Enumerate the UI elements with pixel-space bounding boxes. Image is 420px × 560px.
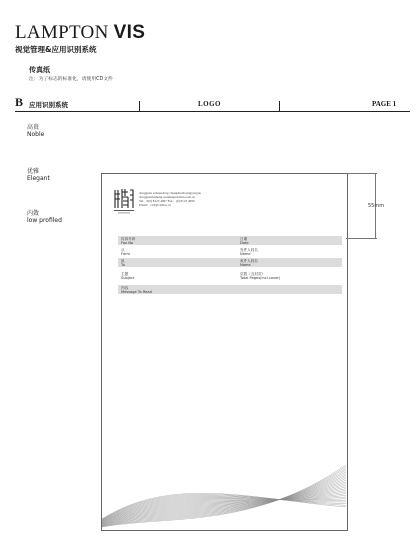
field-label-zh: 发件人姓名 — [240, 248, 258, 252]
field-label-en: Total Pages(incl.cover) — [240, 276, 281, 281]
bar-divider — [139, 101, 140, 111]
wave-line — [102, 475, 346, 525]
keyword-zh: 高贵 — [27, 124, 40, 131]
brand-title — [15, 22, 145, 44]
field-label-zh: 传真号码 — [121, 237, 136, 241]
section-note: 注：为了标志的标准化，请使用CD文件 — [29, 77, 113, 82]
keyword-low-profiled — [27, 208, 62, 224]
field-label-en: To — [121, 263, 125, 268]
brand-name: LAMPTON — [15, 22, 109, 43]
keyword-en: Elegant — [27, 175, 50, 182]
field-label-en: Fax No — [121, 241, 134, 246]
section-letter: B — [15, 95, 24, 109]
contact-line: dongguanlusheng.wenhuajiedaban.com.cn — [139, 195, 195, 199]
field-label-en: Date — [240, 241, 249, 246]
fax-header-contact — [139, 191, 259, 207]
field-to — [121, 259, 125, 267]
dimension-line-top — [346, 173, 377, 174]
wave-line — [102, 487, 346, 523]
section-title: 传真纸 — [29, 66, 50, 74]
decorative-wave-lines — [102, 455, 346, 529]
field-label-en: Form — [121, 252, 131, 257]
keyword-en: Noble — [27, 131, 45, 138]
contact-line: dongguan schuandong changshuili.qingyangqu — [139, 191, 201, 195]
keyword-elegant — [27, 166, 50, 182]
field-recipient-name — [240, 259, 258, 267]
keyword-en: low profiled — [27, 217, 62, 224]
dimension-label: 55mm — [368, 203, 385, 209]
field-band — [118, 236, 342, 245]
field-fax-no — [121, 237, 135, 245]
keyword-zh: 优雅 — [27, 168, 40, 175]
field-total-pages — [240, 272, 280, 280]
wave-line — [102, 485, 346, 523]
field-label-zh: 内容 — [121, 286, 129, 290]
field-label-zh: 主题 — [121, 272, 129, 276]
field-label-zh: 从 — [121, 248, 125, 252]
keyword-zh: 内敛 — [27, 210, 40, 217]
section-system-label: 应用识别系统 — [29, 101, 68, 109]
contact-line: Email：123@126ice.cn — [139, 203, 171, 207]
field-label-zh: 页数（含封页） — [240, 272, 266, 276]
bar-divider — [279, 101, 280, 111]
contact-line: Tel：0(0) 8123 4997 Fax：(0) 8123 4990 — [139, 199, 195, 203]
page-subtitle: 视觉管理&应用识别系统 — [15, 45, 97, 54]
field-date — [240, 237, 249, 245]
field-band — [118, 258, 342, 267]
field-label-en: Message To Read — [121, 290, 152, 295]
brand-vis: VIS — [113, 22, 146, 43]
field-label-zh: 致 — [121, 259, 125, 263]
field-label-zh: 日期 — [240, 237, 248, 241]
dimension-line-bottom — [346, 238, 377, 239]
field-label-zh: 收件人姓名 — [240, 259, 258, 263]
field-from — [121, 248, 130, 256]
page-number: PAGE 1 — [372, 100, 397, 108]
field-label-en: Name — [240, 263, 251, 268]
field-label-en: Subject — [121, 276, 135, 281]
field-subject — [121, 272, 134, 280]
keyword-noble — [27, 122, 44, 138]
field-label-en: Name — [240, 252, 251, 257]
field-sender-name — [240, 248, 258, 256]
logo-label: LOGO — [198, 100, 222, 108]
field-message — [121, 286, 152, 294]
brand-seal-icon — [113, 186, 135, 216]
